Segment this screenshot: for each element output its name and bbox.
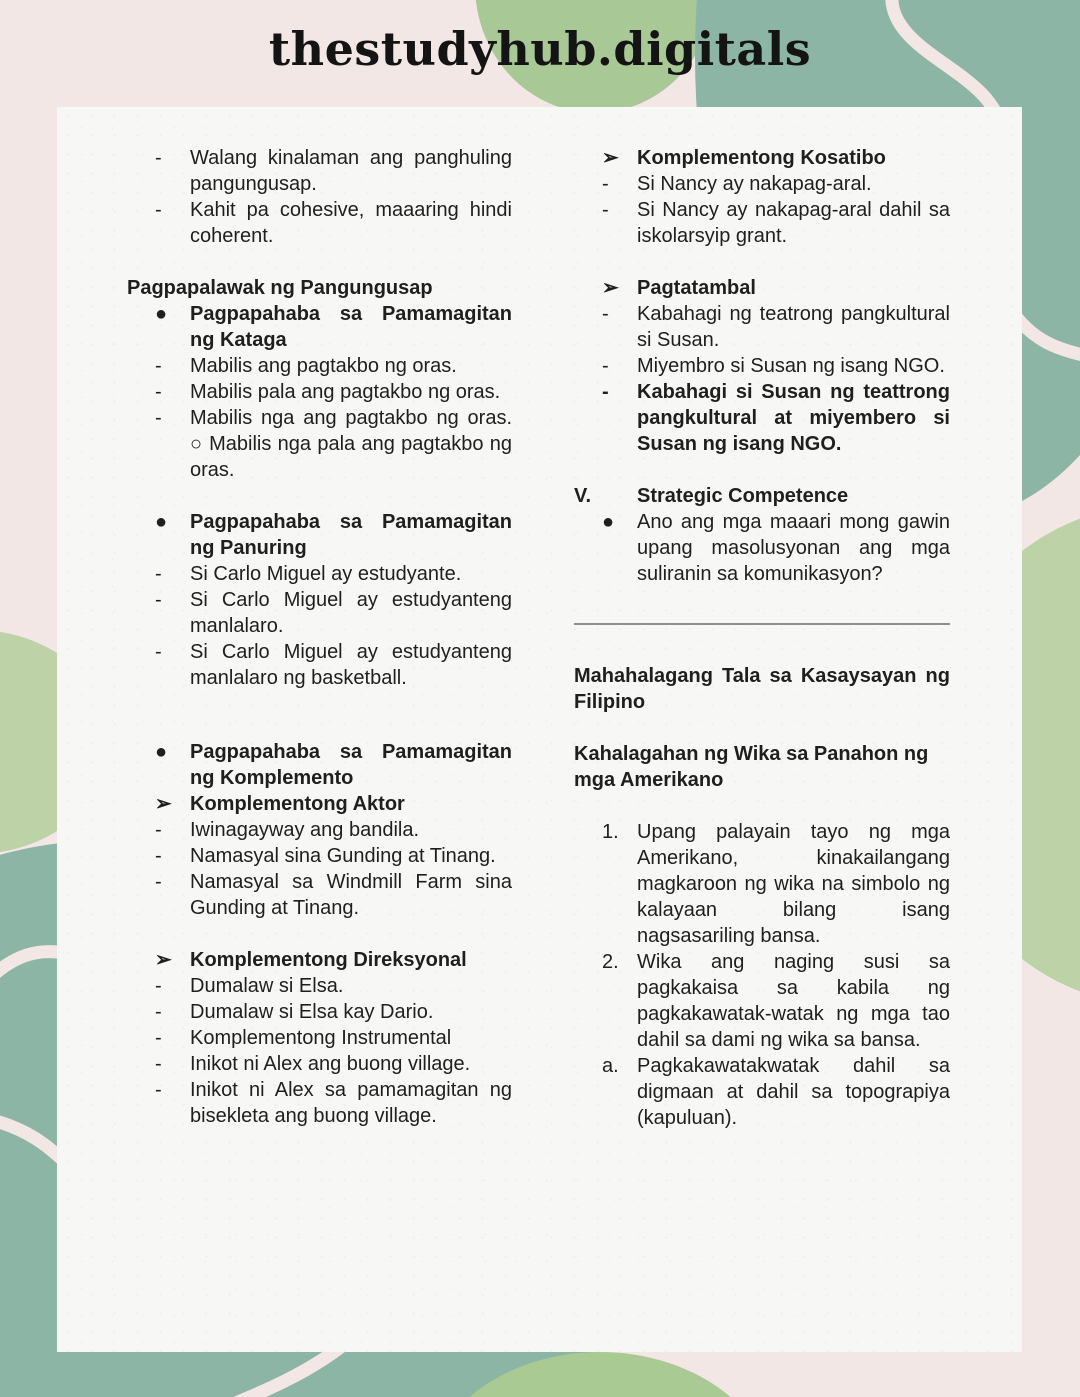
item-text: Si Carlo Miguel ay estudyanteng manlalaro. (190, 589, 512, 637)
list-item (127, 947, 512, 973)
item-text: Strategic Competence (637, 485, 849, 507)
list-item (127, 973, 512, 999)
dash-marker: - (155, 641, 162, 663)
list-item (127, 197, 512, 249)
arrow-marker: ➢ (602, 147, 619, 169)
dash-marker: - (155, 407, 162, 429)
list-item (127, 379, 512, 405)
list-item (127, 353, 512, 379)
dash-marker: - (155, 845, 162, 867)
item-text: Walang kinalaman ang panghuling pangungusap. (190, 147, 512, 195)
dash-marker: - (155, 871, 162, 893)
dash-marker: - (155, 355, 162, 377)
list-item (574, 509, 950, 587)
item-text: Komplementong Instrumental (190, 1027, 452, 1049)
item-text: Komplementong Direksyonal (190, 949, 467, 971)
list-item (127, 817, 512, 843)
bullet-marker: ● (155, 303, 168, 325)
item-text: Upang palayain tayo ng mga Amerikano, kinakailangang magkaroon ng wika na simbolo ng kalayaan bilang isang nagsasariling bansa. (637, 821, 950, 947)
item-text: Komplementong Aktor (190, 793, 405, 815)
list-item (127, 843, 512, 869)
item-text: Ano ang mga maaari mong gawin upang masolusyonan ang mga suliranin sa komunikasyon? (637, 511, 950, 585)
dash-marker: - (602, 173, 609, 195)
bullet-marker: ● (155, 511, 168, 533)
section-heading: Pagpapalawak ng Pangungusap (127, 277, 433, 299)
dash-marker: - (155, 199, 162, 221)
list-item (574, 301, 950, 353)
list-item (574, 171, 950, 197)
list-item (127, 587, 512, 639)
list-item (574, 145, 950, 171)
arrow-marker: ➢ (602, 277, 619, 299)
list-item (127, 639, 512, 691)
dash-marker: - (155, 1001, 162, 1023)
item-text: Pagpapahaba sa Pamamagitan ng Komplemento (190, 741, 512, 789)
dash-marker: - (155, 1027, 162, 1049)
list-item (127, 791, 512, 817)
dash-marker: - (155, 1053, 162, 1075)
item-text: Miyembro si Susan ng isang NGO. (637, 355, 945, 377)
list-item (127, 509, 512, 561)
list-item (127, 1051, 512, 1077)
item-text: Iwinagayway ang bandila. (190, 819, 420, 841)
list-item (127, 1077, 512, 1129)
list-item (574, 1053, 950, 1131)
item-text: Si Nancy ay nakapag-aral. (637, 173, 872, 195)
list-item (127, 561, 512, 587)
item-text: Mabilis nga ang pagtakbo ng oras. ○ Mabilis nga pala ang pagtakbo ng oras. (190, 407, 512, 481)
section-heading: Mahahalagang Tala sa Kasaysayan ng Filipino (574, 665, 950, 713)
item-text: Si Nancy ay nakapag-aral dahil sa iskolarsyip grant. (637, 199, 950, 247)
roman-numeral-marker: V. (574, 485, 592, 507)
item-text: Si Carlo Miguel ay estudyanteng manlalaro ng basketball. (190, 641, 512, 689)
item-text: Mabilis pala ang pagtakbo ng oras. (190, 381, 501, 403)
item-text: Pagpapahaba sa Pamamagitan ng Kataga (190, 303, 512, 351)
list-item (127, 739, 512, 791)
list-item (574, 483, 950, 509)
document-page (57, 107, 1022, 1352)
item-text: Kabahagi ng teatrong pangkultural si Susan. (637, 303, 950, 351)
item-text: Komplementong Kosatibo (637, 147, 886, 169)
dash-marker: - (155, 975, 162, 997)
item-text: Wika ang naging susi sa pagkakaisa sa kabila ng pagkakawatak-watak ng mga tao dahil sa dami ng wika sa bansa. (637, 951, 950, 1051)
item-text: Pagpapahaba sa Pamamagitan ng Panuring (190, 511, 512, 559)
dash-marker: - (602, 303, 609, 325)
divider-line (574, 623, 950, 625)
item-text: Pagkakawatakwatak dahil sa digmaan at dahil sa topograpiya (kapuluan). (637, 1055, 950, 1129)
dash-marker: - (602, 355, 609, 377)
list-item (127, 301, 512, 353)
list-item (127, 869, 512, 921)
list-item (574, 379, 950, 457)
list-item (127, 999, 512, 1025)
section-heading: Kahalagahan ng Wika sa Panahon ng mga Amerikano (574, 743, 929, 791)
item-text: Kabahagi si Susan ng teattrong pangkultural at miyembero si Susan ng isang NGO. (637, 381, 950, 455)
brand-title: thestudyhub.digitals (268, 22, 812, 76)
arrow-marker: ➢ (155, 793, 172, 815)
item-text: Kahit pa cohesive, maaaring hindi coherent. (190, 199, 512, 247)
dash-marker: - (155, 589, 162, 611)
item-text: Namasyal sa Windmill Farm sina Gunding at Tinang. (190, 871, 512, 919)
dash-marker: - (602, 199, 609, 221)
dash-marker: - (155, 563, 162, 585)
item-text: Si Carlo Miguel ay estudyante. (190, 563, 462, 585)
number-marker: 1. (602, 821, 619, 843)
dash-marker: - (602, 381, 609, 403)
right-column (574, 145, 950, 1352)
list-item (127, 145, 512, 197)
bullet-marker: ● (155, 741, 168, 763)
dash-marker: - (155, 381, 162, 403)
item-text: Inikot ni Alex ang buong village. (190, 1053, 471, 1075)
list-item (574, 819, 950, 949)
list-item (574, 353, 950, 379)
bullet-marker: ● (602, 511, 615, 533)
item-text: Mabilis ang pagtakbo ng oras. (190, 355, 457, 377)
dash-marker: - (155, 1079, 162, 1101)
arrow-marker: ➢ (155, 949, 172, 971)
list-item (127, 1025, 512, 1051)
number-marker: 2. (602, 951, 619, 973)
list-item (574, 275, 950, 301)
item-text: Inikot ni Alex sa pamamagitan ng bisekleta ang buong village. (190, 1079, 512, 1127)
list-item (127, 405, 512, 483)
item-text: Dumalaw si Elsa kay Dario. (190, 1001, 434, 1023)
dash-marker: - (155, 819, 162, 841)
item-text: Pagtatambal (637, 277, 756, 299)
list-item (574, 197, 950, 249)
letter-marker: a. (602, 1055, 619, 1077)
left-column (127, 145, 512, 1352)
list-item (574, 949, 950, 1053)
item-text: Namasyal sina Gunding at Tinang. (190, 845, 496, 867)
dash-marker: - (155, 147, 162, 169)
item-text: Dumalaw si Elsa. (190, 975, 344, 997)
